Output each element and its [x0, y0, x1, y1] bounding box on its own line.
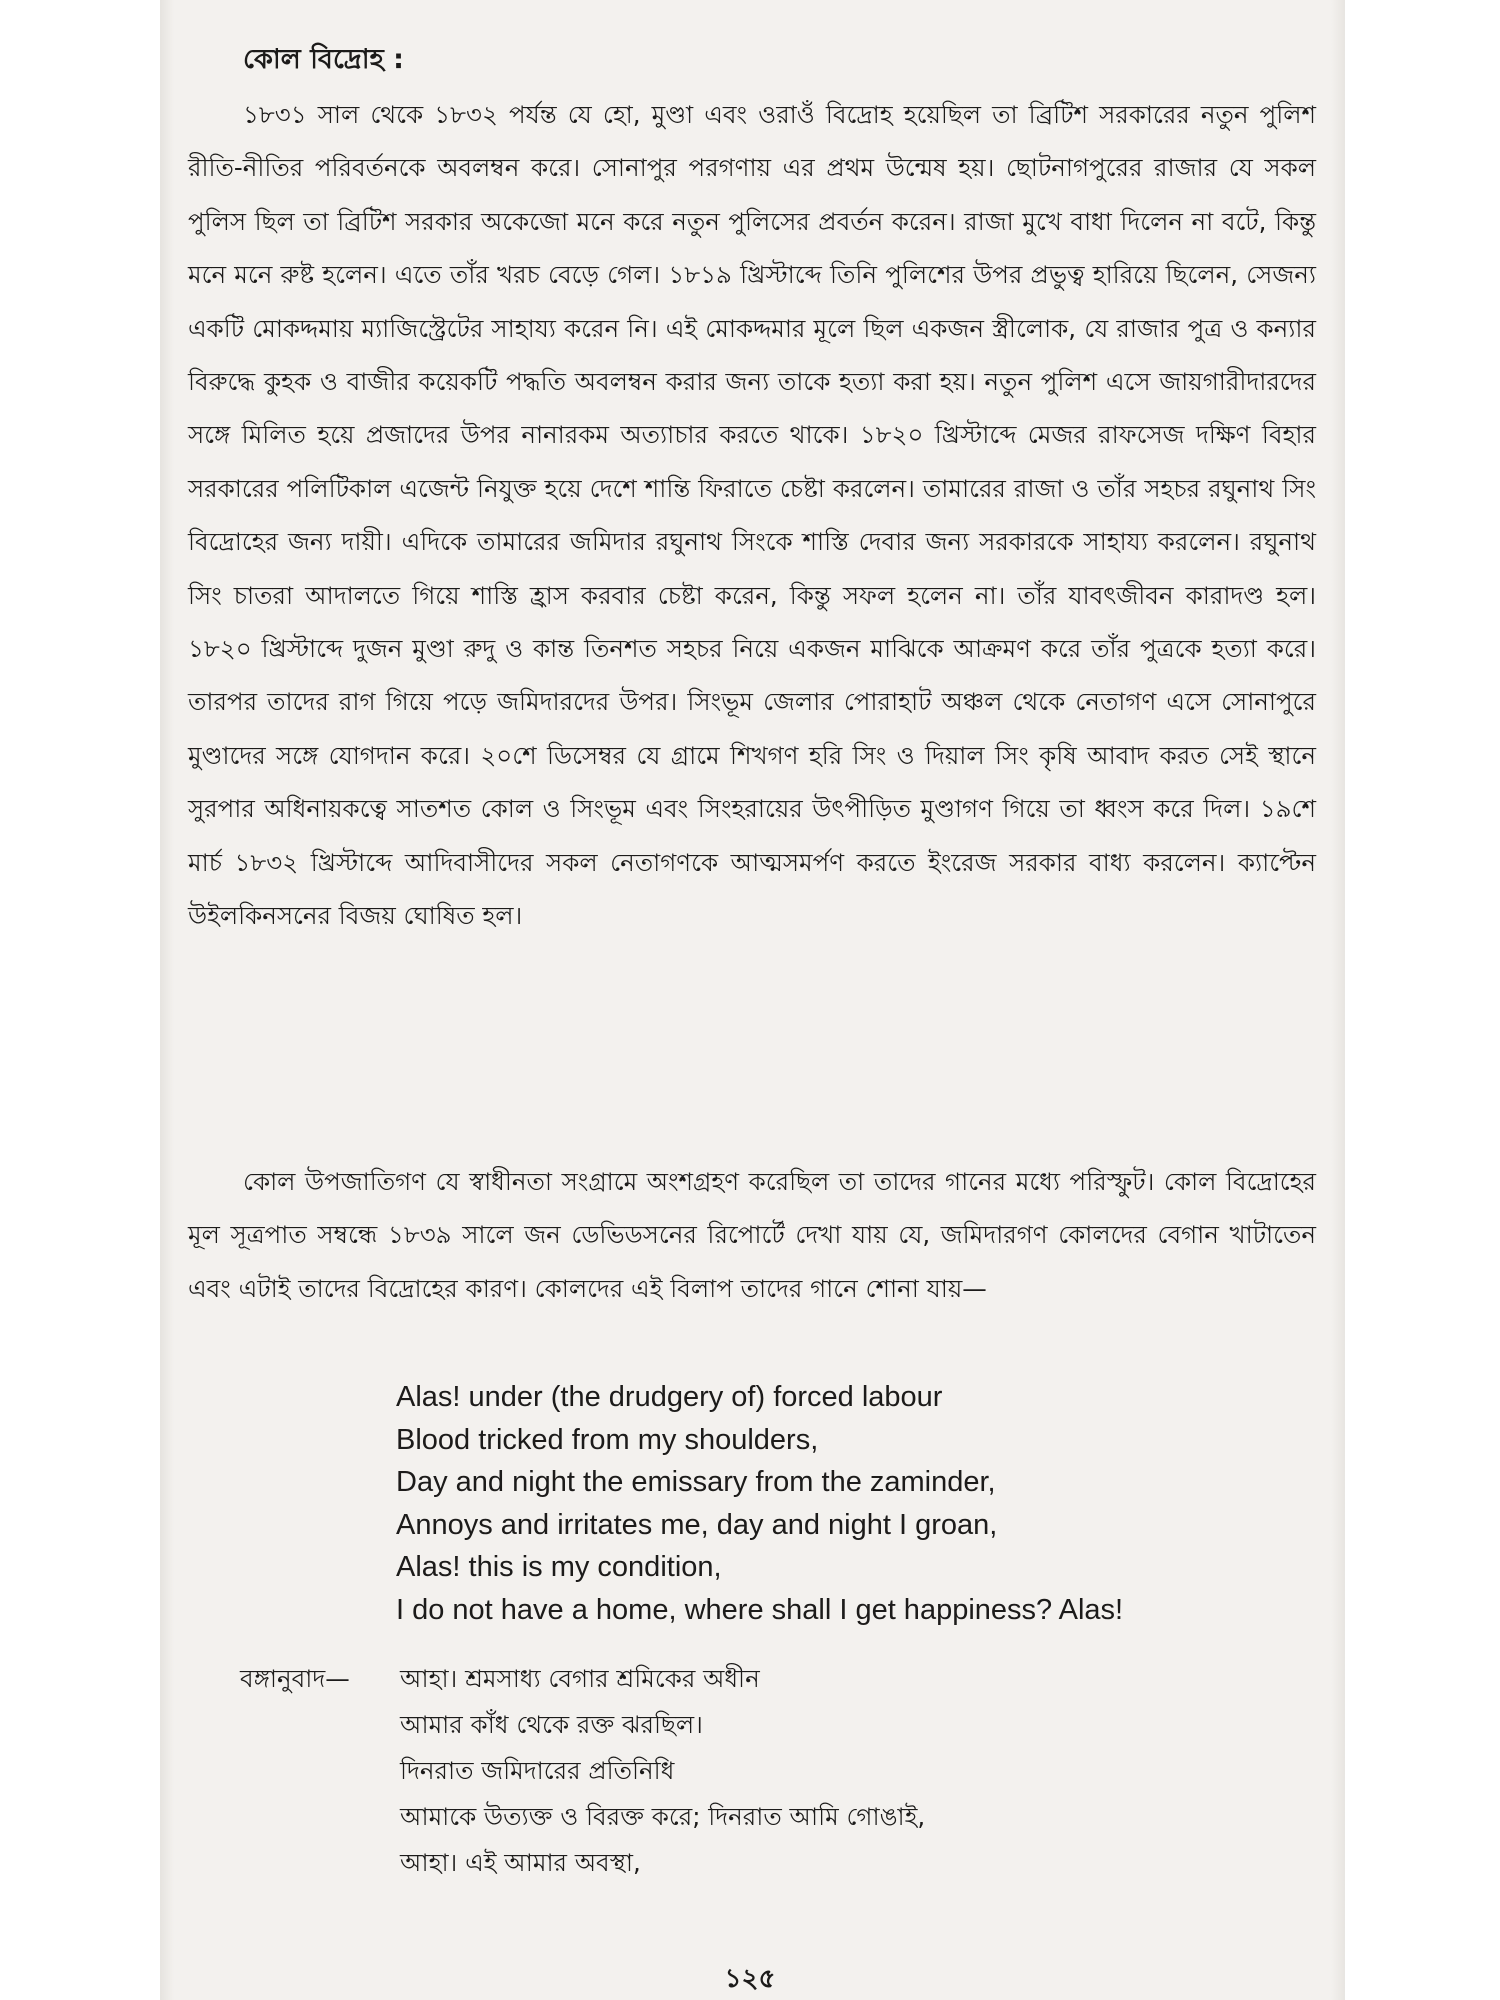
translation-line: আমার কাঁধ থেকে রক্ত ঝরছিল। — [400, 1710, 703, 1739]
poem-line: Alas! this is my condition, — [396, 1551, 722, 1583]
poem-line: I do not have a home, where shall I get happiness? Alas! — [396, 1593, 1124, 1626]
poem-line: Alas! under (the drudgery of) forced labour — [396, 1381, 943, 1413]
translation-label: বঙ্গানুবাদ— — [240, 1664, 350, 1693]
poem-line: Blood tricked from my shoulders, — [396, 1423, 819, 1456]
bengali-translation — [400, 1656, 925, 1886]
english-song-quote — [396, 1376, 1123, 1631]
body-paragraph-2: কোল উপজাতিগণ যে স্বাধীনতা সংগ্রামে অংশগ্রহণ করেছিল তা তাদের গানের মধ্যে পরিস্ফুট। কোল বিদ্রোহের মূল সূত্রপাত সম্বন্ধে ১৮৩৯ সালে জন ডেভিডসনের রিপোর্টে দেখা যায় যে, জমিদারগণ কোলদের বেগান খাটাতেন এবং এটাই তাদের বিদ্রোহের কারণ। কোলদের এই বিলাপ তাদের গানে শোনা যায়— — [188, 1167, 1316, 1303]
body-paragraph-1: ১৮৩১ সাল থেকে ১৮৩২ পর্যন্ত যে হো, মুণ্ডা এবং ওরাওঁ বিদ্রোহ হয়েছিল তা ব্রিটিশ সরকারের নতুন পুলিশ রীতি-নীতির পরিবর্তনকে অবলম্বন করে। সোনাপুর পরগণায় এর প্রথম উন্মেষ হয়। ছোটনাগপুরের রাজার যে সকল পুলিস ছিল তা ব্রিটিশ সরকার অকেজো মনে করে নতুন পুলিসের প্রবর্তন করেন। রাজা মুখে বাধা দিলেন না বটে, কিন্তু মনে মনে রুষ্ট হলেন। এতে তাঁর খরচ বেড়ে গেল। ১৮১৯ খ্রিস্টাব্দে তিনি পুলিশের উপর প্রভুত্ব হারিয়ে ছিলেন, সেজন্য একটি মোকদ্দমায় ম্যাজিস্ট্রেটের সাহায্য করেন নি। এই মোকদ্দমার মূলে ছিল একজন স্ত্রীলোক, যে রাজার পুত্র ও কন্যার বিরুদ্ধে কুহক ও বাজীর কয়েকটি পদ্ধতি অবলম্বন করার জন্য তাকে হত্যা করা হয়। নতুন পুলিশ এসে জায়গারীদারদের সঙ্গে মিলিত হয়ে প্রজাদের উপর নানারকম অত্যাচার করতে থাকে। ১৮২০ খ্রিস্টাব্দে মেজর রাফসেজ দক্ষিণ বিহার সরকারের পলিটিকাল এজেন্ট নিযুক্ত হয়ে দেশে শান্তি ফিরাতে চেষ্টা করলেন। তামারের রাজা ও তাঁর সহচর রঘুনাথ সিং বিদ্রোহের জন্য দায়ী। এদিকে তামারের জমিদার রঘুনাথ সিংকে শাস্তি দেবার জন্য সরকারকে সাহায্য করলেন। রঘুনাথ সিং চাতরা আদালতে গিয়ে শাস্তি হ্রাস করবার চেষ্টা করেন, কিন্তু সফল হলেন না। তাঁর যাবৎজীবন কারাদণ্ড হল। ১৮২০ খ্রিস্টাব্দে দুজন মুণ্ডা রুদু ও কান্ত তিনশত সহচর নিয়ে একজন মাঝিকে আক্রমণ করে তাঁর পুত্রকে হত্যা করে। তারপর তাদের রাগ গিয়ে পড়ে জমিদারদের উপর। সিংভূম জেলার পোরাহাট অঞ্চল থেকে নেতাগণ এসে সোনাপুরে মুণ্ডাদের সঙ্গে যোগদান করে। ২০শে ডিসেম্বর যে গ্রামে শিখগণ হরি সিং ও দিয়াল সিং কৃষি আবাদ করত সেই স্থানে সুরপার অধিনায়কত্বে সাতশত কোল ও সিংভূম এবং সিংহরায়ের উৎপীড়িত মুণ্ডাগণ গিয়ে তা ধ্বংস করে দিল। ১৯শে মার্চ ১৮৩২ খ্রিস্টাব্দে আদিবাসীদের সকল নেতাগণকে আত্মসমর্পণ করতে ইংরেজ সরকার বাধ্য করলেন। ক্যাপ্টেন উইলকিনসনের বিজয় ঘোষিত হল। — [188, 100, 1316, 931]
translation-line: আহা। শ্রমসাধ্য বেগার শ্রমিকের অধীন — [400, 1664, 760, 1693]
poem-line: Annoys and irritates me, day and night I groan, — [396, 1508, 998, 1541]
translation-line: আমাকে উত্যক্ত ও বিরক্ত করে; দিনরাত আমি গোঙাই, — [400, 1802, 926, 1831]
translation-line: আহা। এই আমার অবস্থা, — [400, 1848, 641, 1877]
section-heading: কোল বিদ্রোহ : — [243, 44, 404, 75]
translation-line: দিনরাত জমিদারের প্রতিনিধি — [400, 1756, 675, 1785]
page-number: ১২৫ — [724, 1964, 776, 1994]
poem-line: Day and night the emissary from the zaminder, — [396, 1466, 996, 1498]
